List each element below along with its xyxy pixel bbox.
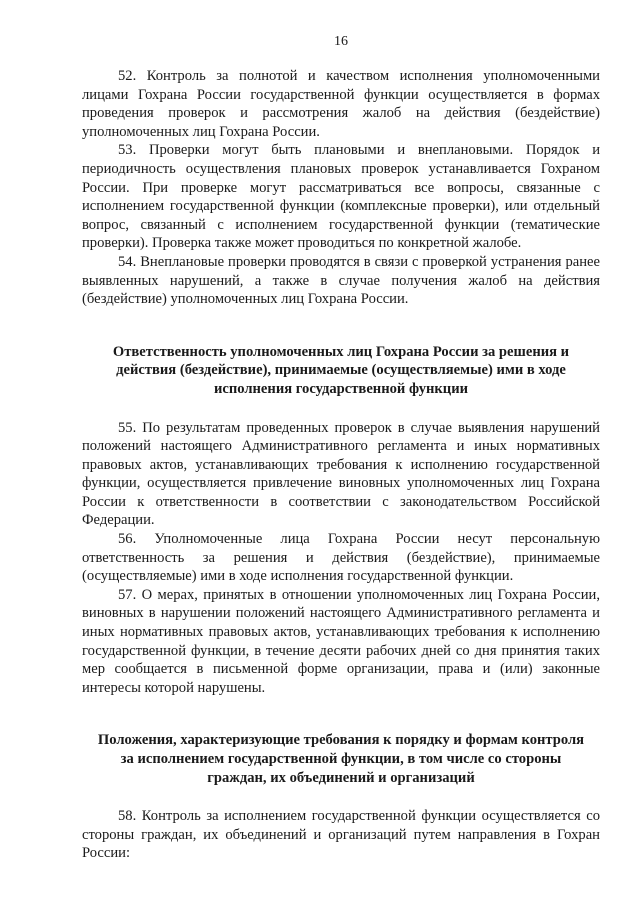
document-body — [82, 67, 600, 863]
paragraph-55: 55. По результатам проведенных проверок в случае выявления нарушений положений настоящего Административного регламента и иных нормативных правовых актов, устанавливающих требования к исполнению государственной функции, осуществляется привлечение виновных уполномоченных лиц Гохрана России к ответственности в соответствии с законодательством Российской Федерации. — [82, 419, 600, 529]
paragraph-54: 54. Внеплановые проверки проводятся в связи с проверкой устранения ранее выявленных нарушений, а также в случае получения жалоб на действия (бездействие) уполномоченных лиц Гохрана России. — [82, 253, 600, 308]
paragraph-56: 56. Уполномоченные лица Гохрана России несут персональную ответственность за решения и действия (бездействие), принимаемые (осуществляемые) ими в ходе исполнения государственной функции. — [82, 531, 600, 585]
paragraph-52: 52. Контроль за полнотой и качеством исполнения уполномоченными лицами Гохрана России государственной функции осуществляется в формах проведения проверок и рассмотрения жалоб на действия (бездействие) уполномоченных лиц Гохрана России. — [82, 68, 600, 140]
paragraph-57: 57. О мерах, принятых в отношении уполномоченных лиц Гохрана России, виновных в нарушении положений настоящего Административного регламента и иных нормативных правовых актов, устанавливающих требования к исполнению государственной функции, в течение десяти рабочих дней со дня принятия таких мер сообщается в письменной форме организации, права и (или) законные интересы которой нарушены. — [82, 586, 600, 696]
page-number: 16 — [334, 34, 348, 49]
paragraph-58: 58. Контроль за исполнением государственной функции осуществляется со стороны граждан, их объединений и организаций путем направления в Гохран России: — [82, 808, 600, 862]
section-heading-responsibility: Ответственность уполномоченных лиц Гохрана России за решения и действия (бездействие), принимаемые (осуществляемые) ими в ходе исполнения государственной функции — [112, 343, 570, 397]
paragraph-53: 53. Проверки могут быть плановыми и внеплановыми. Порядок и периодичность осуществления плановых проверок устанавливается Гохраном России. При проверке могут рассматриваться все вопросы, связанные с исполнением государственной функции (комплексные проверки), или отдельный вопрос, связанный с исполнением государственной функции (тематические проверки). Проверка также может проводиться по конкретной жалобе. — [82, 142, 600, 252]
section-heading-control-requirements: Положения, характеризующие требования к порядку и формам контроля за исполнением государственной функции, в том числе со стороны граждан, их объединений и организаций — [97, 732, 585, 786]
